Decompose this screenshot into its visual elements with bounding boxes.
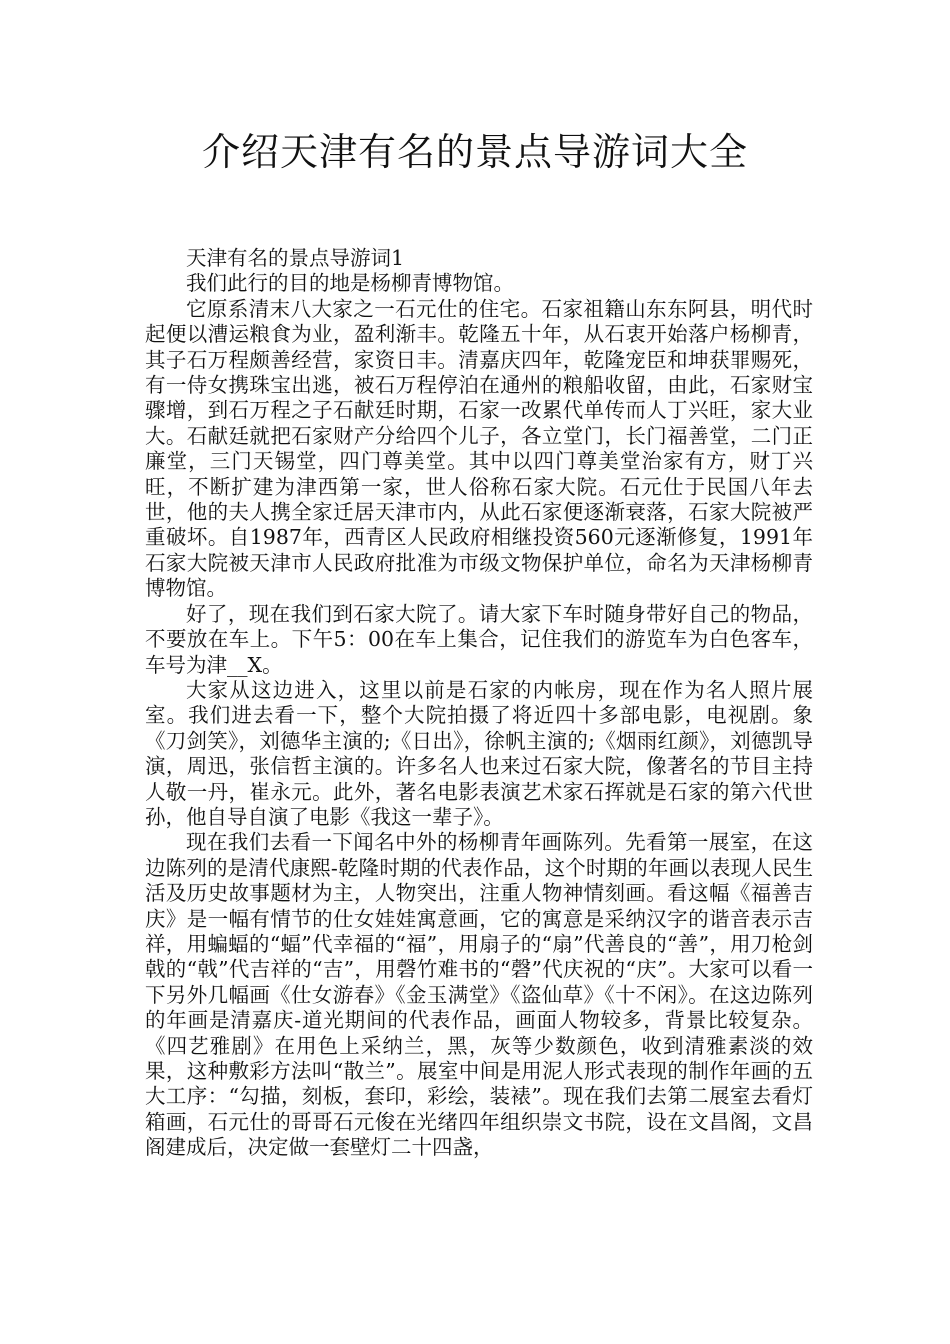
document-title: 介绍天津有名的景点导游词大全 [201, 130, 748, 174]
paragraph-new-year-paintings: 现在我们去看一下闻名中外的杨柳青年画陈列。先看第一展室，在这边陈列的是清代康熙-乾隆时期的代表作品，这个时期的年画以表现人民生活及历史故事题材为主，人物突出，注重人物神情刻画。看这幅《福善吉庆》是一幅有情节的仕女娃娃寓意画，它的寓意是采纳汉字的谐音表示吉祥，用蝙蝠的“蝠”代幸福的“福”，用扇子的“扇”代善良的“善”，用刀枪剑戟的“戟”代吉祥的“吉”，用磬竹难书的“磬”代庆祝的“庆”。大家可以看一下另外几幅画《仕女游春》《金玉满堂》《盗仙草》《十不闲》。在这边陈列的年画是清嘉庆-道光期间的代表作品，画面人物较多，背景比较复杂。《四艺雅剧》在用色上采纳兰，黑，灰等少数颜色，收到清雅素淡的效果，这种敷彩方法叫“散兰”。展室中间是用泥人形式表现的制作年画的五大工序：“勾描，刻板，套印，彩绘，装裱”。现在我们去第二展室去看灯箱画，石元仕的哥哥石元俊在光绪四年组织崇文书院，设在文昌阁，文昌阁建成后，决定做一套壁灯二十四盏， [145, 830, 813, 1160]
section-heading: 天津有名的景点导游词1 [186, 246, 405, 270]
paragraph-history: 它原系清末八大家之一石元仕的住宅。石家祖籍山东东阿县，明代时起便以漕运粮食为业，盈利渐丰。乾隆五十年，从石衷开始落户杨柳青，其子石万程颇善经营，家资日丰。清嘉庆四年，乾隆宠臣和坤获罪赐死，有一侍女携珠宝出逃，被石万程停泊在通州的粮船收留，由此，石家财宝骤增，到石万程之子石献廷时期，石家一改累代单传而人丁兴旺，家大业大。石献廷就把石家财产分给四个儿子，各立堂门，长门福善堂，二门正廉堂，三门天锡堂，四门尊美堂。其中以四门尊美堂治家有方，财丁兴旺，不断扩建为津西第一家，世人俗称石家大院。石元仕于民国八年去世，他的夫人携全家迁居天津市内，从此石家便逐渐衰落，石家大院被严重破坏。自1987年，西青区人民政府相继投资560元逐渐修复，1991年石家大院被天津市人民政府批准为市级文物保护单位，命名为天津杨柳青博物馆。 [145, 296, 813, 601]
paragraph-photo-room: 大家从这边进入，这里以前是石家的内帐房，现在作为名人照片展室。我们进去看一下，整个大院拍摄了将近四十多部电影，电视剧。象《刀剑笑》，刘德华主演的;《日出》，徐帆主演的;《烟雨红颜》，刘德凯导演，周迅，张信哲主演的。许多名人也来过石家大院，像著名的节目主持人敬一丹，崔永元。此外，著名电影表演艺术家石挥就是石家的第六代世孙，他自导自演了电影《我这一辈子》。 [145, 677, 813, 829]
document-body [145, 246, 813, 1161]
paragraph-destination: 我们此行的目的地是杨柳青博物馆。 [186, 271, 514, 296]
paragraph-arrival: 好了，现在我们到石家大院了。请大家下车时随身带好自己的物品，不要放在车上。下午5：00在车上集合，记住我们的游览车为白色客车，车号为津__X。 [145, 601, 813, 677]
